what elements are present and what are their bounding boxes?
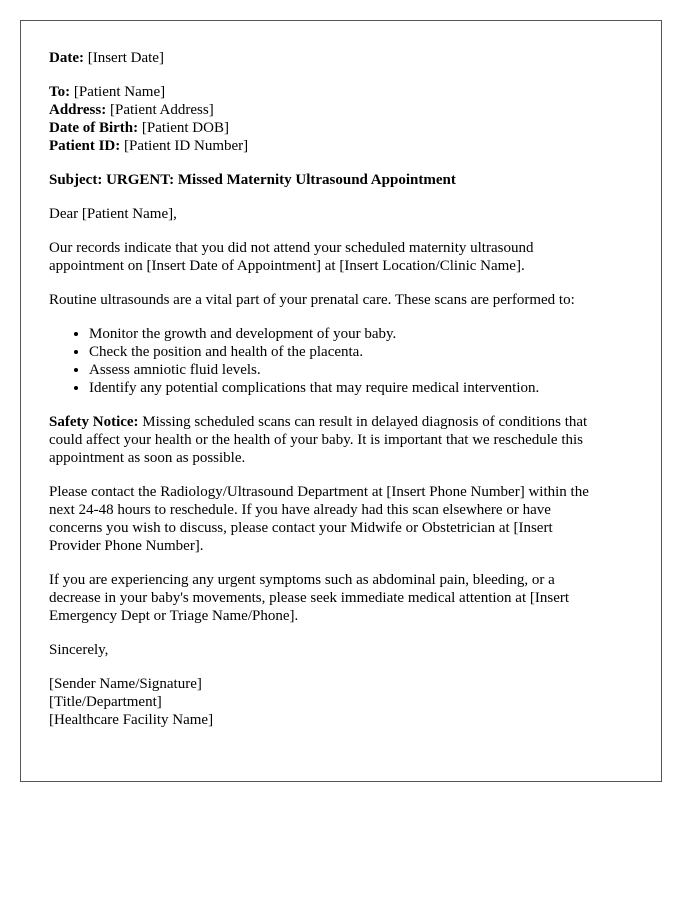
list-item: • Check the position and health of the placenta. [89, 343, 633, 361]
field-value: [Patient Address] [109, 102, 214, 118]
subject-line [49, 171, 633, 189]
field-value: [Patient Name] [73, 84, 166, 100]
text-line: Provider Phone Number]. [49, 538, 204, 554]
safety-label: Safety Notice: [49, 414, 139, 430]
field-value: [Patient DOB] [141, 120, 229, 136]
sender-title: [Title/Department] [49, 694, 162, 710]
recipient-name [49, 83, 633, 101]
facility-name: [Healthcare Facility Name] [49, 712, 214, 728]
recipient-address [49, 101, 633, 119]
field-label: Date of Birth: [49, 120, 139, 136]
text-line: Our records indicate that you did not attend your scheduled maternity ultrasound [49, 240, 534, 256]
urgent-paragraph [49, 571, 633, 625]
field-label: To: [49, 84, 71, 100]
text-line: Emergency Dept or Triage Name/Phone]. [49, 608, 299, 624]
list-item: • Identify any potential complications that may require medical intervention. [89, 379, 633, 397]
field-value: [Patient ID Number] [124, 138, 249, 154]
text-segment: Missing scheduled scans can result in delayed diagnosis of conditions that [138, 414, 588, 430]
date-label: Date: [49, 50, 84, 66]
recipient-block [49, 83, 633, 155]
text-line: appointment as soon as possible. [49, 450, 246, 466]
recipient-dob [49, 119, 633, 137]
text-line: Please contact the Radiology/Ultrasound Department at [Insert Phone Number] within the [49, 484, 589, 500]
subject: Subject: URGENT: Missed Maternity Ultrasound Appointment [49, 172, 456, 188]
date-value: [Insert Date] [87, 50, 164, 66]
sender-name: [Sender Name/Signature] [49, 676, 202, 692]
safety-notice [49, 413, 633, 467]
contact-paragraph [49, 483, 633, 555]
date-line [49, 49, 633, 67]
signature-block [49, 675, 633, 729]
recipient-id [49, 137, 633, 155]
text-line: next 24-48 hours to reschedule. If you have already had this scan elsewhere or have [49, 502, 551, 518]
intro-paragraph [49, 239, 633, 275]
text-line: If you are experiencing any urgent symptoms such as abdominal pain, bleeding, or a [49, 572, 555, 588]
closing: Sincerely, [49, 642, 109, 658]
field-label: Address: [49, 102, 107, 118]
list-item: • Assess amniotic fluid levels. [89, 361, 633, 379]
salutation: Dear [Patient Name], [49, 206, 177, 222]
field-label: Patient ID: [49, 138, 121, 154]
text-line: concerns you wish to discuss, please contact your Midwife or Obstetrician at [Insert [49, 520, 553, 536]
letter [20, 20, 662, 782]
text-line [49, 413, 633, 431]
text-line: decrease in your baby's movements, please seek immediate medical attention at [Insert [49, 590, 570, 606]
purpose-paragraph: Routine ultrasounds are a vital part of your prenatal care. These scans are performed to: [49, 292, 575, 308]
purpose-list [49, 325, 633, 397]
text-line: could affect your health or the health of your baby. It is important that we reschedule this [49, 432, 584, 448]
list-item: • Monitor the growth and development of your baby. [89, 325, 633, 343]
text-line: appointment on [Insert Date of Appointment] at [Insert Location/Clinic Name]. [49, 258, 525, 274]
